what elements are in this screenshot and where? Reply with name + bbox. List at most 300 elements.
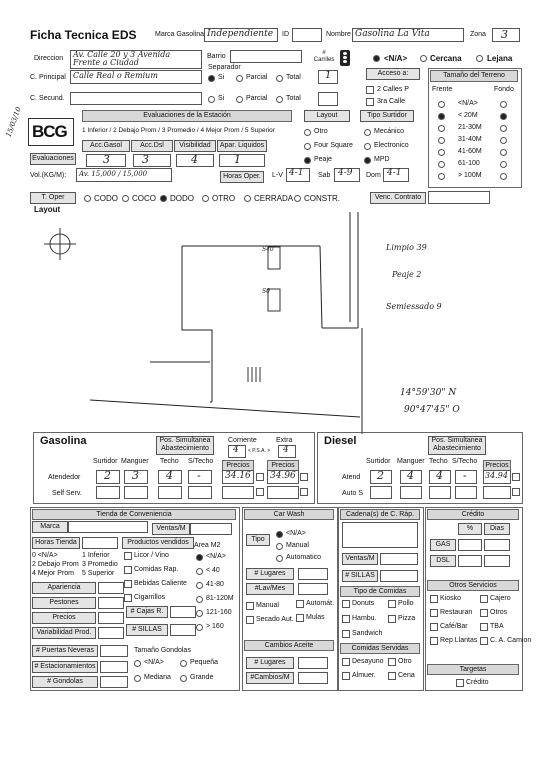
self-precio-2-check[interactable]	[300, 488, 308, 496]
gas-precio-1-check[interactable]	[256, 473, 264, 481]
credito-dsl-dias[interactable]	[484, 555, 510, 567]
auto-precio-check[interactable]	[512, 488, 520, 496]
scale-0: 0 <N/A>	[32, 552, 58, 559]
scale-3: 3 Promedio	[82, 561, 118, 568]
toper-option-label: CERRADA	[254, 194, 294, 203]
frente-radio-6[interactable]	[438, 173, 445, 180]
cadena-ventas-field[interactable]	[380, 553, 418, 565]
tamano-header: Tamaño del Terreno	[430, 70, 518, 82]
fondo-radio-3[interactable]	[500, 137, 507, 144]
tg-na-label: <N/A>	[144, 659, 164, 666]
scale-1: 1 Inferior	[82, 552, 110, 559]
frente-radio-0[interactable]	[438, 101, 445, 108]
tipo-mpd-label: MPD	[374, 156, 390, 163]
tienda-ventas-field[interactable]	[190, 523, 232, 535]
producto-check-2[interactable]	[124, 580, 132, 588]
tamano-gond-label: Tamaño Gondolas	[134, 647, 191, 654]
horas-tienda-field[interactable]	[82, 537, 118, 549]
marca-value: Independiente	[207, 29, 274, 39]
otros-label: Otros	[490, 609, 508, 616]
fondo-radio-6[interactable]	[500, 173, 507, 180]
sab-label: Sab	[318, 172, 331, 179]
marca-label: Marca Gasolina	[155, 31, 205, 38]
comida-pollo-check[interactable]	[388, 600, 396, 608]
otros-check-5[interactable]	[480, 623, 488, 631]
credito-dias-button[interactable]: Dias	[484, 523, 510, 535]
cw-automat-check-label: Automát.	[306, 600, 335, 607]
tg-mediana-label: Mediana	[144, 674, 171, 681]
toper-button[interactable]: T. Oper	[30, 192, 76, 204]
dsl-col-techo: Techo	[429, 458, 448, 465]
sketch-label-2: S0	[262, 288, 270, 295]
tienda-sillas-field[interactable]	[170, 624, 196, 636]
dispenser-marks	[248, 247, 280, 382]
cw-lav-field[interactable]	[298, 583, 328, 595]
calles2-checkbox[interactable]	[366, 86, 374, 94]
gas-manguer-value: 3	[132, 469, 139, 482]
cajas-field[interactable]	[170, 606, 196, 618]
toper-radio-1[interactable]	[122, 195, 129, 202]
dsl-techo-field[interactable]	[429, 470, 451, 484]
self-manguer-field[interactable]	[124, 486, 148, 499]
cercana-label: Cercana	[430, 54, 462, 63]
serv-otro-label: Otro	[398, 658, 412, 665]
serv-cena-label: Cena	[398, 672, 415, 679]
producto-check-3[interactable]	[124, 594, 132, 602]
calles2-label: 2 Calles P	[377, 86, 409, 93]
self-surtidor-field[interactable]	[96, 486, 120, 499]
comida-pizza-label: Pizza	[398, 615, 416, 622]
eval-header: Evaluaciones de la Estación	[82, 110, 292, 122]
auto-label: Auto S	[342, 490, 364, 497]
cw-auto-radio[interactable]	[276, 555, 283, 562]
tienda-row-button[interactable]: Variabilidad Prod.	[32, 627, 96, 639]
marca-field[interactable]	[204, 28, 278, 42]
credito-dsl-button[interactable]: DSL	[430, 555, 456, 567]
otros-check-3[interactable]	[480, 609, 488, 617]
gondolas-button[interactable]: # Gondolas	[32, 676, 98, 688]
comente-field[interactable]	[228, 445, 246, 458]
fondo-radio-2[interactable]	[500, 125, 507, 132]
tg-pequena-radio[interactable]	[180, 660, 187, 667]
gas-surtidor-value: 2	[104, 469, 111, 482]
zona-label: Zona	[470, 31, 486, 38]
gas-stecho-value: -	[197, 469, 201, 482]
cprincipal-value: Calle Real o Remium	[73, 71, 158, 80]
puertas-field[interactable]	[100, 645, 128, 657]
toper-radio-3[interactable]	[202, 195, 209, 202]
fondo-radio-0[interactable]	[500, 101, 507, 108]
dsl-surtidor-field[interactable]	[370, 470, 392, 484]
traffic-light-icon	[340, 50, 350, 66]
acc-gasol-button[interactable]: Acc.Gasol	[82, 140, 130, 152]
tienda-row-button[interactable]: Precios	[32, 612, 96, 624]
carriles-label: # Carriles	[313, 50, 335, 63]
tienda-row-field[interactable]	[98, 582, 124, 594]
self-stecho-field[interactable]	[188, 486, 212, 499]
cadena-header: Cadena(s) de C. Ráp.	[340, 509, 420, 520]
side-note: 15/03/10	[4, 105, 23, 139]
otros-check-2[interactable]	[430, 609, 438, 617]
layout-button[interactable]: Layout	[304, 110, 350, 122]
gas-pos-sim-button[interactable]: Pos. Simultanea Abastecimiento	[156, 436, 214, 455]
zona-value: 3	[501, 28, 508, 41]
otros-label: Café/Bar	[440, 623, 468, 630]
sep-parcial-radio[interactable]	[236, 75, 243, 82]
layout-foursquare-radio[interactable]	[304, 143, 311, 150]
horas-oper-button[interactable]: Horas Oper.	[220, 171, 264, 183]
self-precio-1-check[interactable]	[256, 488, 264, 496]
diesel-title: Diesel	[324, 435, 357, 447]
cw-lugares-field[interactable]	[298, 568, 328, 580]
extra-field[interactable]	[278, 445, 296, 458]
nombre-field[interactable]	[352, 28, 464, 42]
otros-header: Otros Servicios	[427, 580, 519, 591]
otros-label: Rep Llantas	[440, 637, 478, 644]
eval-acc-gasol-value: 3	[103, 153, 110, 166]
tienda-row-field[interactable]	[98, 612, 124, 624]
area-radio-2[interactable]	[196, 582, 203, 589]
producto-check-1[interactable]	[124, 566, 132, 574]
form-title: Ficha Tecnica EDS	[30, 28, 137, 42]
carriles-field[interactable]	[318, 70, 338, 84]
gas-surtidor-field[interactable]	[96, 470, 120, 484]
area-option-label: <N/A>	[206, 553, 226, 560]
tipo-mecanico-label: Mecánico	[374, 128, 404, 135]
sep-si-radio[interactable]	[208, 75, 215, 82]
producto-label: Licor / Vino	[134, 552, 169, 559]
lv-value: 4-1	[289, 168, 304, 178]
sec-si-radio[interactable]	[208, 96, 215, 103]
comida-hambu-check[interactable]	[342, 615, 350, 623]
gas-col-manguer: Manguer	[121, 458, 149, 465]
sec-parcial-radio[interactable]	[236, 96, 243, 103]
gas-precio-2-check[interactable]	[300, 473, 308, 481]
dsl-precio-field[interactable]	[483, 470, 511, 484]
tam-option-label: 61-100	[458, 160, 480, 167]
id-field[interactable]	[292, 28, 322, 42]
self-precio-1-field[interactable]	[222, 486, 254, 499]
auto-techo-field[interactable]	[429, 486, 451, 499]
note-limpio: Limpio 39	[386, 243, 427, 252]
tg-grande-label: Grande	[190, 674, 214, 681]
tg-mediana-radio[interactable]	[134, 675, 141, 682]
calle3-checkbox[interactable]	[366, 98, 374, 106]
tienda-header: Tienda de Conveniencia	[32, 509, 236, 520]
cprincipal-label: C. Principal	[30, 74, 66, 81]
barrio-field[interactable]	[230, 50, 302, 63]
estac-field[interactable]	[100, 661, 128, 673]
tg-grande-radio[interactable]	[180, 675, 187, 682]
sab-field[interactable]	[334, 168, 360, 182]
credito-gas-dias[interactable]	[484, 539, 510, 551]
visibilidad-button[interactable]: Visibilidad	[174, 140, 216, 152]
otros-check-7[interactable]	[480, 637, 488, 645]
tienda-row-button[interactable]: Pestones	[32, 597, 96, 609]
direccion-value-2: Frente a Ciudad	[73, 58, 139, 67]
csecund-field[interactable]	[70, 92, 202, 105]
apar-liquidos-button[interactable]: Apar. Liquidos	[217, 140, 267, 152]
comida-sandwich-check[interactable]	[342, 630, 350, 638]
auto-surtidor-field[interactable]	[370, 486, 392, 499]
crosshair-mark	[44, 228, 76, 260]
coord-lon: 90°47'45" O	[404, 405, 460, 415]
fondo-label: Fondo	[494, 86, 514, 93]
sketch-label-1: S40	[262, 246, 274, 253]
cw-lav-button[interactable]: #Lav/Mes	[246, 583, 294, 595]
area-radio-1[interactable]	[196, 568, 203, 575]
producto-check-0[interactable]	[124, 552, 132, 560]
estac-button[interactable]: # Estacionamientos	[32, 661, 98, 673]
self-precio-2-field[interactable]	[267, 486, 299, 499]
tipo-mpd-radio[interactable]	[364, 157, 371, 164]
cw-tipo-button[interactable]: Tipo	[246, 534, 270, 546]
eval-acc-dsl[interactable]	[133, 154, 171, 167]
vol-value: Av. 15,000 / 15,000	[79, 170, 148, 178]
credito-dsl-pct[interactable]	[458, 555, 482, 567]
dom-field[interactable]	[383, 168, 409, 182]
cw-lugares-button[interactable]: # Lugares	[246, 568, 294, 580]
gas-col-stecho: S/Techo	[188, 458, 214, 465]
direccion-field[interactable]	[70, 50, 202, 69]
tipo-mecanico-radio[interactable]	[364, 129, 371, 136]
dsl-stecho-field[interactable]	[455, 470, 477, 484]
cadena-ventas-button[interactable]: Ventas/M	[342, 553, 378, 565]
area-radio-0[interactable]	[196, 554, 203, 561]
fondo-radio-1[interactable]	[500, 113, 507, 120]
separador-label: Separador	[208, 64, 241, 71]
atendedor-label: Atendedor	[48, 474, 81, 481]
cadena-sillas-button[interactable]: # SILLAS	[342, 570, 378, 582]
aceite-lugares-field[interactable]	[298, 657, 328, 669]
carriles-sec-field[interactable]	[318, 92, 338, 106]
serv-desayuno-check[interactable]	[342, 658, 350, 666]
serv-cena-check[interactable]	[388, 672, 396, 680]
otros-label: Kiosko	[440, 595, 462, 602]
sec-parcial-label: Parcial	[246, 95, 268, 102]
area-radio-5[interactable]	[196, 624, 203, 631]
gas-techo-field[interactable]	[158, 470, 182, 484]
lejana-radio[interactable]	[476, 55, 483, 62]
coord-lat: 14°59'30" N	[400, 388, 457, 398]
gas-col-surtidor: Surtidor	[93, 458, 118, 465]
comida-sandwich-label: Sandwich	[352, 630, 383, 637]
gas-precio-2-field[interactable]	[267, 470, 299, 484]
direccion-label: Direccion	[34, 55, 64, 62]
bcg-logo	[28, 118, 74, 146]
fondo-radio-4[interactable]	[500, 149, 507, 156]
cajas-button[interactable]: # Cajas R.	[126, 606, 168, 618]
gas-stecho-field[interactable]	[188, 470, 212, 484]
otros-check-1[interactable]	[480, 595, 488, 603]
otros-check-0[interactable]	[430, 595, 438, 603]
eval-visibilidad[interactable]	[176, 154, 214, 167]
cw-na-label: <N/A>	[286, 530, 306, 537]
dsl-col-manguer: Manguer	[397, 458, 425, 465]
gas-precio-1-field[interactable]	[222, 470, 254, 484]
serv-almuer-check[interactable]	[342, 672, 350, 680]
eval-apar[interactable]	[219, 154, 265, 167]
credito-header: Crédito	[427, 509, 519, 520]
comida-donuts-label: Donuts	[352, 600, 375, 607]
frente-radio-5[interactable]	[438, 161, 445, 168]
self-serv-label: Self Serv.	[52, 490, 82, 497]
dsl-manguer-field[interactable]	[400, 470, 422, 484]
producto-label: Bebidas Caliente	[134, 580, 187, 587]
productos-button[interactable]: Productos vendidos	[122, 537, 194, 549]
acc-dsl-button[interactable]: Acc.Dsl	[131, 140, 173, 152]
tienda-marca-field[interactable]	[68, 521, 148, 533]
frente-label: Frente	[432, 86, 453, 93]
eval-acc-gasol[interactable]	[86, 154, 126, 167]
cw-secado-check[interactable]	[246, 616, 254, 624]
aceite-header: Cambios Aceite	[244, 640, 334, 651]
toper-radio-0[interactable]	[84, 195, 91, 202]
otros-check-6[interactable]	[430, 637, 438, 645]
layout-foursquare-label: Four Square	[314, 142, 353, 149]
comida-pizza-check[interactable]	[388, 615, 396, 623]
frente-radio-2[interactable]	[438, 125, 445, 132]
sep-total-radio[interactable]	[276, 75, 283, 82]
cw-manual-radio[interactable]	[276, 543, 283, 550]
comida-pollo-label: Pollo	[398, 600, 414, 607]
tienda-row-field[interactable]	[98, 627, 124, 639]
tam-option-label: > 100M	[458, 172, 482, 179]
tienda-ventas-button[interactable]: Ventas/M	[152, 523, 190, 535]
aceite-cambios-button[interactable]: #Cambios/M	[246, 672, 294, 684]
sec-total-radio[interactable]	[276, 96, 283, 103]
auto-stecho-field[interactable]	[455, 486, 477, 499]
toper-option-label: DODO	[170, 194, 194, 203]
distancia-na-radio[interactable]	[373, 55, 380, 62]
puertas-button[interactable]: # Puertas Neveras	[32, 645, 98, 657]
otros-check-4[interactable]	[430, 623, 438, 631]
dsl-col-stecho: S/Techo	[452, 458, 478, 465]
venc-contrato-field[interactable]	[428, 191, 490, 204]
dsl-manguer-value: 4	[407, 469, 414, 482]
tg-pequena-label: Pequeña	[190, 659, 219, 666]
calle3-label: 3ra Calle	[377, 98, 406, 105]
fondo-radio-5[interactable]	[500, 161, 507, 168]
cw-manual-check-label: Manual	[256, 602, 279, 609]
venc-contrato-button[interactable]: Venc. Contrato	[370, 192, 426, 204]
frente-radio-3[interactable]	[438, 137, 445, 144]
serv-otro-check[interactable]	[388, 658, 396, 666]
toper-option-label: CODO	[94, 194, 118, 203]
credito-pct-button[interactable]: %	[458, 523, 482, 535]
gas-precio-1-value: 34.16	[225, 471, 251, 481]
tienda-marca-button[interactable]: Marca	[32, 521, 68, 533]
dsl-precio-check[interactable]	[512, 473, 520, 481]
dom-label: Dom	[366, 172, 381, 179]
eval-scale: 1 Inferior / 2 Debajo Prom / 3 Promedio / 4 Mejor Prom / 5 Superior	[82, 127, 275, 134]
cw-manual-label: Manual	[286, 542, 309, 549]
auto-manguer-field[interactable]	[400, 486, 422, 499]
scale-2: 2 Debajo Prom	[32, 561, 79, 568]
comida-hambu-label: Hambu.	[352, 615, 377, 622]
targetas-header: Targetas	[427, 664, 519, 675]
toper-radio-4[interactable]	[244, 195, 251, 202]
area-radio-3[interactable]	[196, 596, 203, 603]
direccion-value: Av. Calle 20 y 3 Avenida	[73, 50, 171, 59]
dsl-pos-sim-button[interactable]: Pos. Simultanea Abastecimiento	[428, 436, 486, 455]
cadena-sillas-field[interactable]	[380, 570, 418, 582]
zona-field[interactable]	[492, 28, 520, 42]
dsl-techo-value: 4	[436, 469, 443, 482]
area-option-label: 121-160	[206, 609, 232, 616]
auto-precio-field[interactable]	[483, 486, 511, 499]
self-techo-field[interactable]	[158, 486, 182, 499]
area-option-label: > 160	[206, 623, 224, 630]
toper-option-label: OTRO	[212, 194, 236, 203]
toper-radio-5[interactable]	[294, 195, 301, 202]
tipo-electronico-radio[interactable]	[364, 143, 371, 150]
layout-otro-label: Otro	[314, 128, 328, 135]
cw-na-radio[interactable]	[276, 531, 283, 538]
tg-na-radio[interactable]	[134, 660, 141, 667]
tipo-surtidor-button[interactable]: Tipo Surtidor	[360, 110, 414, 122]
credito-gas-pct[interactable]	[458, 539, 482, 551]
comente-value: 4	[233, 445, 239, 455]
lv-field[interactable]	[286, 168, 310, 182]
layout-otro-radio[interactable]	[304, 129, 311, 136]
toper-radio-2[interactable]	[160, 195, 167, 202]
cw-manual-check[interactable]	[246, 602, 254, 610]
area-label: Area M2	[194, 542, 221, 549]
comida-donuts-check[interactable]	[342, 600, 350, 608]
dsl-stecho-value: -	[463, 469, 467, 482]
nombre-label: Nombre	[326, 31, 351, 38]
cw-secado-check-label: Secado Aut.	[256, 616, 294, 623]
cadena-field[interactable]	[342, 522, 418, 548]
acceso-button[interactable]: Acceso a:	[366, 68, 420, 80]
gasolina-title: Gasolina	[40, 435, 87, 447]
area-option-label: 41-80	[206, 581, 224, 588]
gas-precios-1: Precios	[222, 460, 254, 471]
cprincipal-field[interactable]	[70, 70, 202, 84]
producto-label: Comidas Rap.	[134, 566, 179, 573]
frente-radio-1[interactable]	[438, 113, 445, 120]
aceite-lugares-button[interactable]: # Lugares	[246, 657, 294, 669]
layout-peaje-label: Peaje	[314, 156, 332, 163]
layout-peaje-radio[interactable]	[304, 157, 311, 164]
toper-option-label: COCO	[132, 194, 156, 203]
gas-manguer-field[interactable]	[124, 470, 148, 484]
eval-visibilidad-value: 4	[191, 153, 198, 166]
vol-field[interactable]	[76, 168, 172, 182]
area-radio-4[interactable]	[196, 610, 203, 617]
eval-apar-value: 1	[234, 153, 241, 166]
cw-mulas-check[interactable]	[296, 614, 304, 622]
credito-check[interactable]	[456, 679, 464, 687]
credito-gas-button[interactable]: GAS	[430, 539, 456, 551]
dom-value: 4-1	[387, 168, 402, 178]
dsl-precio-value: 34.94	[485, 471, 508, 480]
tipo-comidas-header: Tipo de Comidas	[340, 586, 420, 597]
frente-radio-4[interactable]	[438, 149, 445, 156]
tienda-row-button[interactable]: Apariencia	[32, 582, 96, 594]
tienda-row-field[interactable]	[98, 597, 124, 609]
cercana-radio[interactable]	[420, 55, 427, 62]
gondolas-field[interactable]	[100, 676, 128, 688]
tienda-sillas-button[interactable]: # SILLAS	[126, 624, 168, 636]
aceite-cambios-field[interactable]	[298, 672, 328, 684]
horas-tienda-button[interactable]: Horas Tienda	[32, 537, 80, 549]
evaluaciones-button[interactable]: Evaluaciones	[30, 153, 76, 165]
dsl-col-surtidor: Surtidor	[366, 458, 391, 465]
layout-area-label: Layout	[34, 205, 61, 214]
cw-automat-check[interactable]	[296, 600, 304, 608]
